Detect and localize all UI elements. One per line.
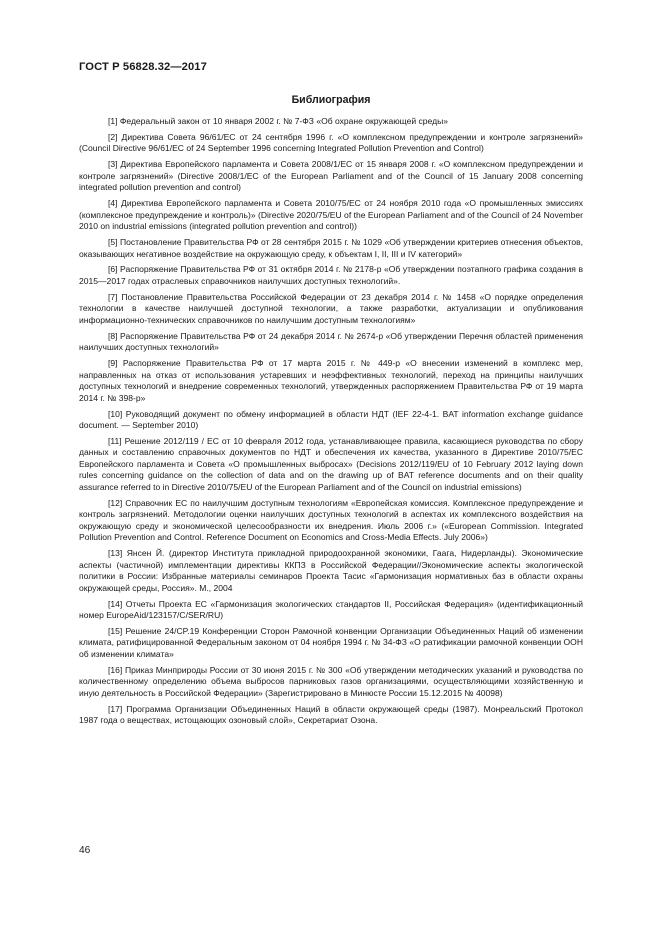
bibliography-heading: Библиография (291, 94, 371, 106)
bibliography-entry-17: [17] Программа Организации Объединенных Наций в области окружающей среды (1987). Монреальский Протокол 1987 года о веществах, истощающих озоновый слой», Секретариат Озона. (79, 703, 583, 726)
bibliography-entry-11: [11] Решение 2012/119 / ЕС от 10 февраля 2012 года, устанавливающее правила, касающиеся руководства по сбору данных и составлению справочных документов по НДТ и обеспечения их качества, указанного в Директиве 2010/75/ЕС Европейского парламента и Совета «О промышленных выбросах» (Decisions 2012/119/EU of 10 February 2012 laying down rules concerning guidance on the collection of data and on the drawing up of BAT reference documents and on their quality assurance referred to in Directive 2010/75/EU of the European Parliament and of the Council on industrial emissions) (79, 435, 583, 492)
bibliography-entry-3: [3] Директива Европейского парламента и Совета 2008/1/ЕС от 15 января 2008 г. «О комплексном предупреждении и контроле загрязнений» (Directive 2008/1/EC of the European Parliament and of the Council of 15 January 2008 concerning integrated pollution prevention and control) (79, 159, 583, 193)
standard-designation: ГОСТ Р 56828.32—2017 (79, 61, 207, 73)
bibliography-entry-14: [14] Отчеты Проекта ЕС «Гармонизация экологических стандартов II, Российская Федерация» (идентификационный номер EuropeAid/123157/C/SER/RU) (79, 598, 583, 621)
bibliography-entry-6: [6] Распоряжение Правительства РФ от 31 октября 2014 г. № 2178-р «Об утверждении поэтапного графика создания в 2015—2017 годах отраслевых справочников наилучших доступных технологий». (79, 264, 583, 286)
bibliography-entry-9: [9] Распоряжение Правительства РФ от 17 марта 2015 г. № 449-р «О внесении изменений в комплекс мер, направленных на отказ от использования устаревших и неэффективных технологий, переход на принципы наилучших доступных технологий и внедрение современных технологий, утвержденных распоряжением Правительства РФ от 19 марта 2014 г. № 398-р» (79, 358, 583, 403)
bibliography-entry-5: [5] Постановление Правительства РФ от 28 сентября 2015 г. № 1029 «Об утверждении критериев отнесения объектов, оказывающих негативное воздействие на окружающую среду, к объектам I, II, III и IV категорий» (79, 237, 583, 259)
bibliography-entry-15: [15] Решение 24/CP.19 Конференции Сторон Рамочной конвенции Организации Объединенных Наций об изменении климата, ратифицированной Федеральным законом от 04 ноября 1994 г. № 34-ФЗ «О ратификации рамочной конвенции ООН об изменении климата» (79, 625, 583, 659)
bibliography-list (79, 116, 583, 731)
bibliography-entry-7: [7] Постановление Правительства Российской Федерации от 23 декабря 2014 г. № 1458 «О порядке определения технологии в качестве наилучшей доступной технологии, а также разработки, актуализации и опубликования информационно-технических справочников по наилучшим доступным технологиям» (79, 291, 583, 325)
bibliography-entry-12: [12] Справочник ЕС по наилучшим доступным технологиям «Европейская комиссия. Комплексное предупреждение и контроль загрязнений. Методологии оценки наилучших доступных технологий в аспектах их комплексного воздействия на окружающую среду и экономической целесообразности их внедрения. Июль 2006 г.» («European Commission. Integrated Pollution Prevention and Control. Reference Document on Economics and Cross-Media Effects. July 2006») (79, 497, 583, 543)
bibliography-entry-8: [8] Распоряжение Правительства РФ от 24 декабря 2014 г. № 2674-р «Об утверждении Перечня областей применения наилучших доступных технологий» (79, 330, 583, 353)
bibliography-entry-16: [16] Приказ Минприроды России от 30 июня 2015 г. № 300 «Об утверждении методических указаний и руководства по количественному определению объема выбросов парниковых газов организациями, осуществляющими хозяйственную и иную деятельность в Российской Федерации» (Зарегистрировано в Минюсте России 15.12.2015 № 40098) (79, 664, 583, 698)
bibliography-entry-2: [2] Директива Совета 96/61/ЕС от 24 сентября 1996 г. «О комплексном предупреждении и контроле загрязнений» (Council Directive 96/61/EC of 24 September 1996 concerning Integrated Pollution Prevention and Control) (79, 131, 583, 154)
page-number: 46 (79, 845, 91, 856)
bibliography-entry-4: [4] Директива Европейского парламента и Совета 2010/75/ЕС от 24 ноября 2010 года «О промышленных эмиссиях (комплексное предупреждение и контроль)» (Directive 2020/75/EU of the European Parliament and of the Council of 24 November 2010 on industrial emissions (integrated pollution prevention and control)) (79, 198, 583, 232)
bibliography-entry-13: [13] Янсен Й. (директор Института прикладной природоохранной экономики, Гаага, Нидерланды). Экономические аспекты (частичной) имплементации директивы ККПЗ в Российской Федерации//Экономические аспекты экологической политики в России: Избранные материалы семинаров Проекта Тасис «Гармонизация нормативных баз в области охраны окружающей среды, Россия». М., 2004 (79, 548, 583, 593)
bibliography-entry-1: [1] Федеральный закон от 10 января 2002 г. № 7-ФЗ «Об охране окружающей среды» (108, 116, 448, 126)
bibliography-entry-10: [10] Руководящий документ по обмену информацией в области НДТ (IEF 22-4-1. BAT information exchange guidance document. — September 2010) (79, 408, 583, 431)
